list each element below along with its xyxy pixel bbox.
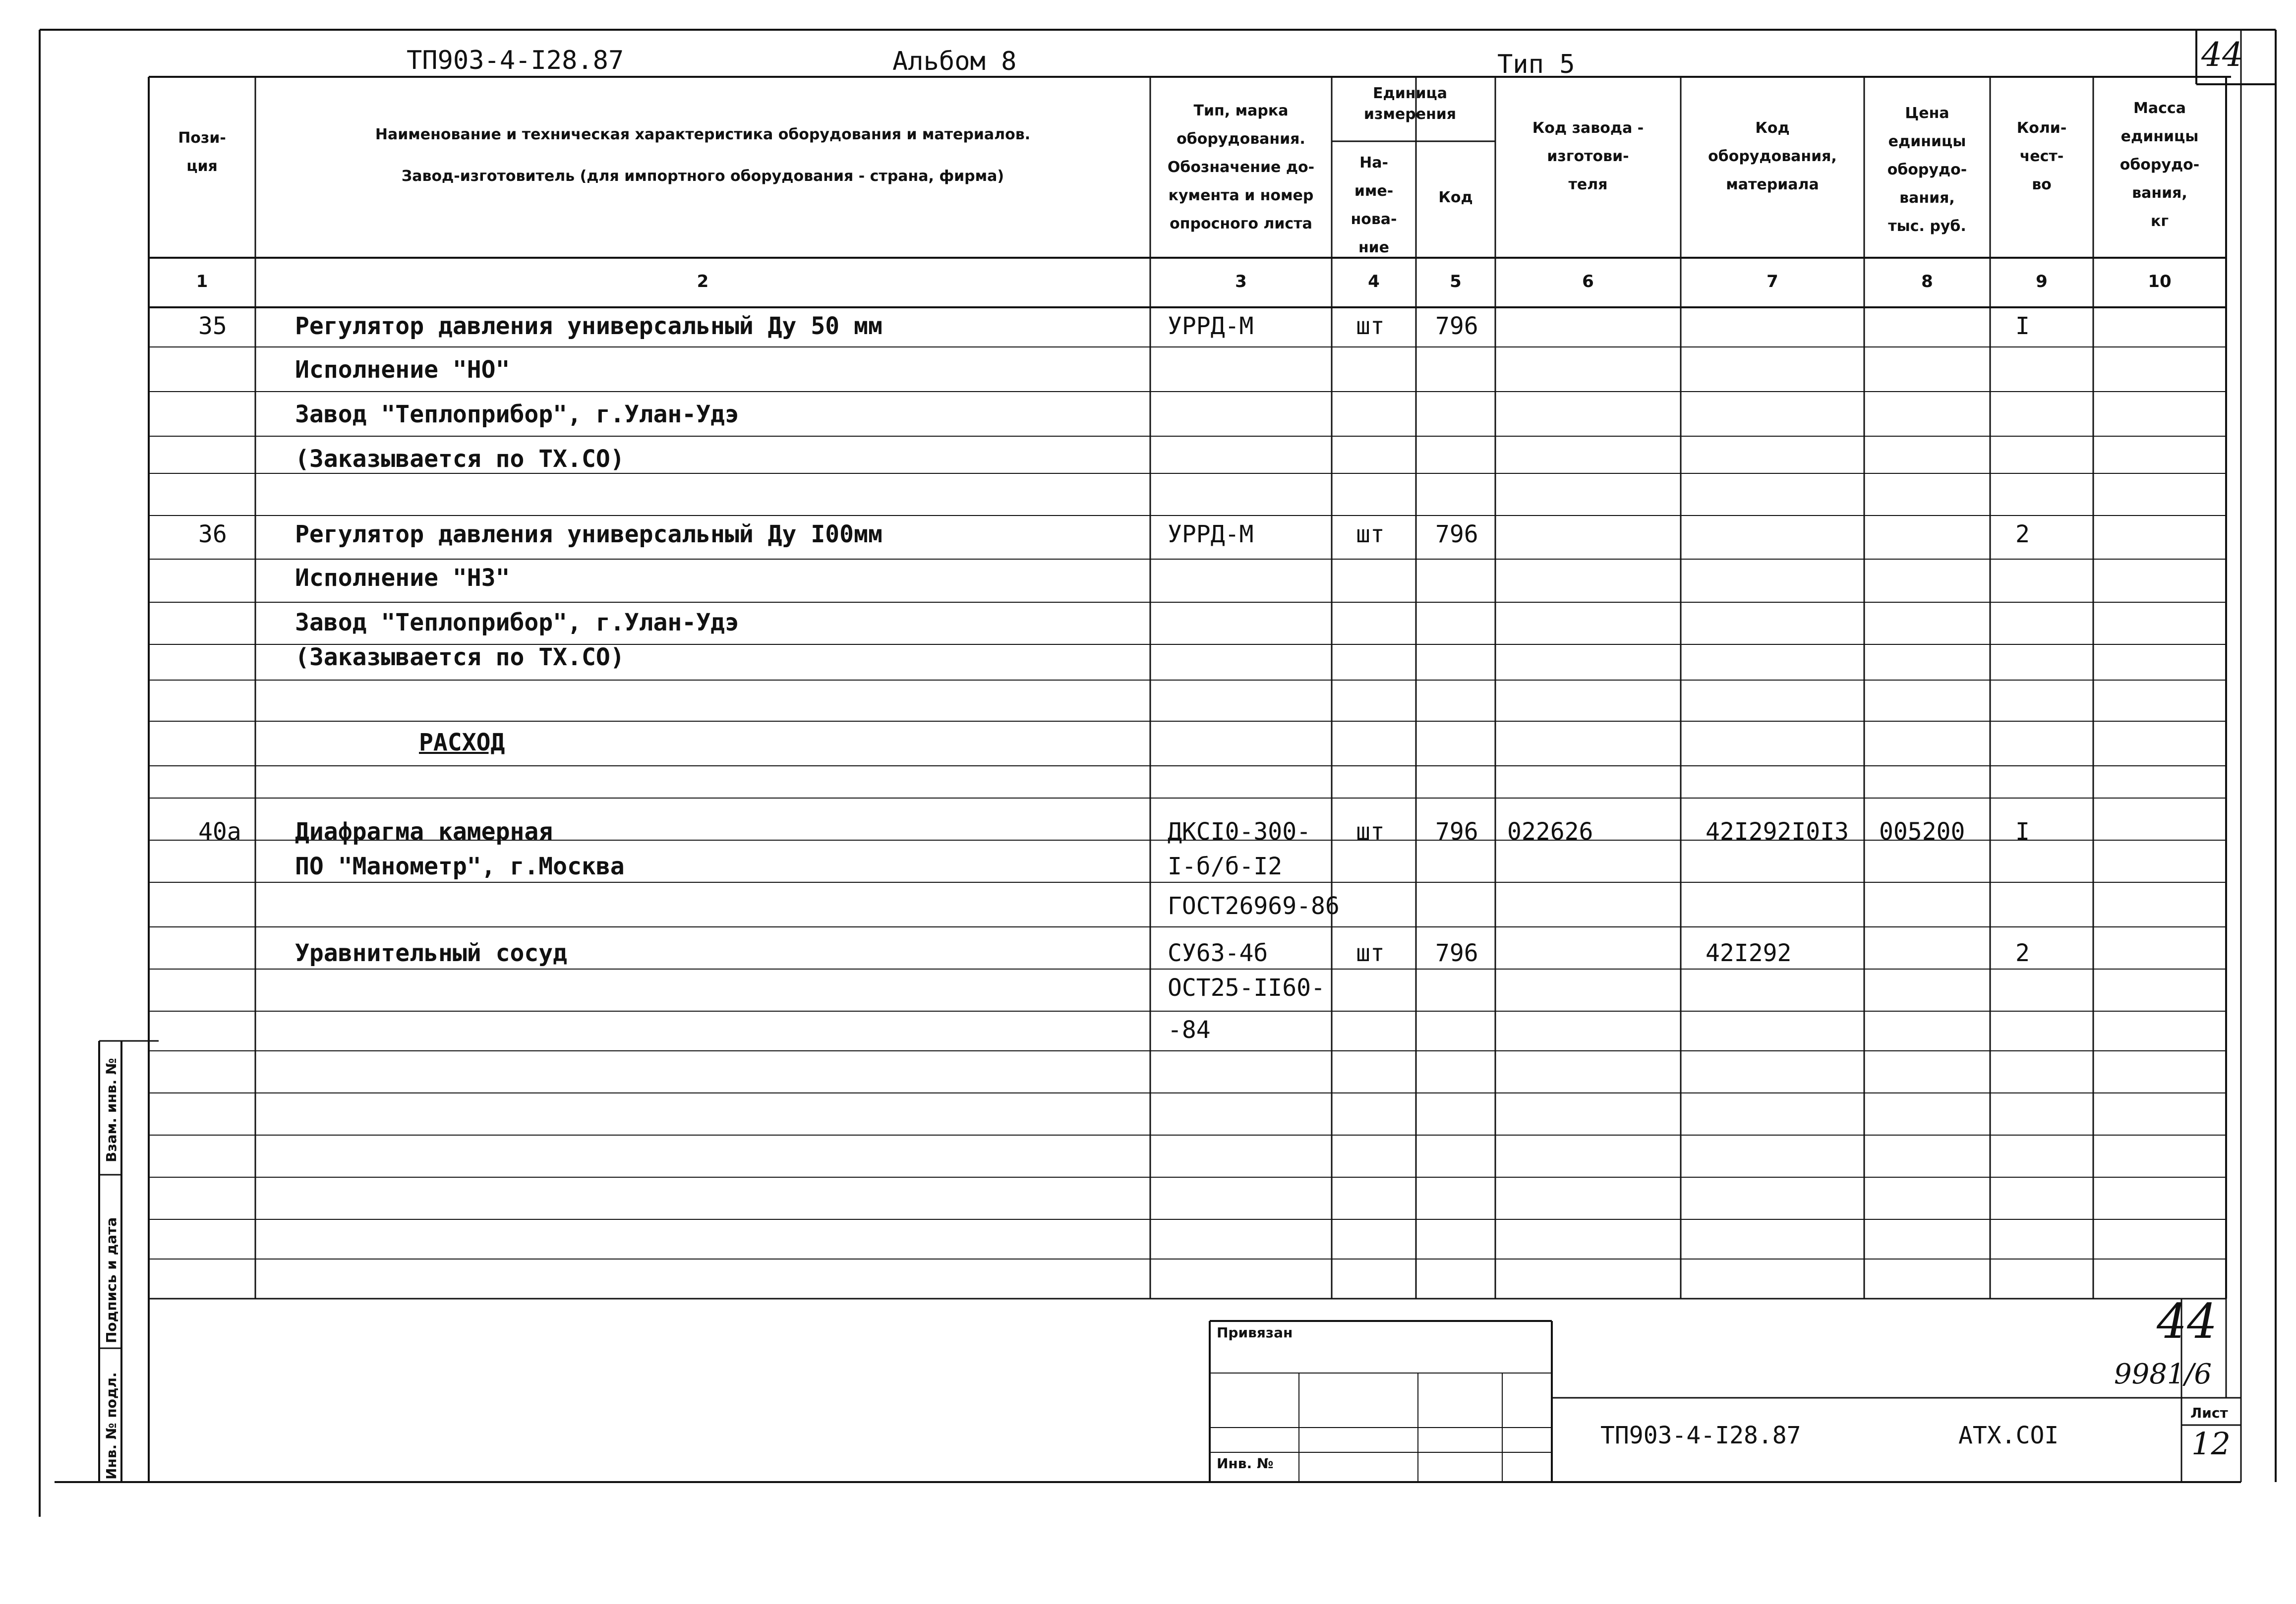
- column-caption-6: Код завода - изготови- теля: [1532, 119, 1644, 193]
- cell-code: 796: [1435, 818, 1478, 846]
- column-caption-10: Масса единицы оборудо- вания, кг: [2119, 100, 2200, 230]
- column-number-7: 7: [1766, 272, 1778, 291]
- cell-type: УРРД-М: [1168, 312, 1254, 340]
- cell-pos: 36: [198, 520, 227, 548]
- cell-name: (Заказывается по ТХ.СО): [295, 643, 625, 671]
- cell-unit: шт: [1356, 939, 1385, 967]
- cell-qty: I: [2015, 312, 2030, 340]
- column-caption-9: Коли- чест- во: [2016, 119, 2067, 193]
- cell-type: УРРД-М: [1168, 520, 1254, 548]
- column-number-10: 10: [2148, 272, 2172, 291]
- handwritten-reference: 9981/6: [2114, 1358, 2212, 1390]
- side-label-signature-date: Подпись и дата: [103, 1217, 119, 1343]
- cell-pos: 40а: [198, 818, 241, 846]
- cell-type: ДКСI0-300-: [1168, 818, 1311, 846]
- header-type: Тип 5: [1497, 50, 1575, 79]
- cell-name: Уравнительный сосуд: [295, 939, 568, 967]
- stamp-sheet-label: Лист: [2190, 1405, 2228, 1421]
- side-label-replace-inv: Взам. инв. №: [103, 1058, 119, 1162]
- stamp-linked: Привязан: [1217, 1324, 1293, 1341]
- handwritten-page: 44: [2157, 1294, 2218, 1349]
- column-caption-8: Цена единицы оборудо- вания, тыс. руб.: [1887, 105, 1967, 235]
- cell-equip: 42I292I0I3: [1706, 818, 1849, 846]
- cell-qty: 2: [2015, 520, 2030, 548]
- column-number-3: 3: [1235, 272, 1247, 291]
- unit-group-caption: Единица измерения: [1363, 85, 1457, 123]
- stamp-sheet-number: 12: [2191, 1426, 2231, 1462]
- cell-qty: I: [2015, 818, 2030, 846]
- cell-type: ГОСТ26969-86: [1168, 892, 1340, 920]
- cell-pos: 35: [198, 312, 227, 340]
- stamp-doc-code: ТП903-4-I28.87: [1600, 1422, 1801, 1449]
- column-caption-1: Пози- ция: [178, 129, 226, 175]
- cell-name: Завод "Теплоприбор", г.Улан-Удэ: [295, 401, 739, 428]
- cell-unit: шт: [1356, 312, 1385, 340]
- cell-code: 796: [1435, 520, 1478, 548]
- cell-name: Регулятор давления универсальный Ду 50 мм: [295, 312, 883, 340]
- stamp-sheet-code: АТХ.СОI: [1958, 1422, 2059, 1449]
- column-caption-5: Код: [1438, 189, 1473, 206]
- column-number-4: 4: [1368, 272, 1380, 291]
- cell-price: 005200: [1879, 818, 1965, 846]
- cell-code: 796: [1435, 939, 1478, 967]
- column-number-1: 1: [196, 272, 208, 291]
- column-number-8: 8: [1921, 272, 1933, 291]
- cell-name: Исполнение "НЗ": [295, 564, 510, 592]
- header-doc-code: ТП903-4-I28.87: [407, 46, 624, 75]
- corner-page-number: 44: [2201, 36, 2243, 74]
- cell-equip: 42I292: [1706, 939, 1792, 967]
- cell-factory: 022626: [1507, 818, 1593, 846]
- column-number-6: 6: [1582, 272, 1594, 291]
- column-number-5: 5: [1450, 272, 1462, 291]
- cell-unit: шт: [1356, 818, 1385, 846]
- cell-name: Завод "Теплоприбор", г.Улан-Удэ: [295, 609, 739, 636]
- cell-name: Исполнение "НО": [295, 356, 510, 384]
- column-caption-2: Наименование и техническая характеристика оборудования и материалов. Завод-изготовитель (для импортного оборудования - страна, фирма): [375, 126, 1031, 185]
- cell-name: Диафрагма камерная: [295, 818, 553, 846]
- header-album: Альбом 8: [892, 47, 1017, 76]
- cell-name: Регулятор давления универсальный Ду I00мм: [295, 520, 883, 548]
- side-label-inv-orig: Инв. № подл.: [103, 1372, 119, 1480]
- cell-type: I-б/б-I2: [1168, 853, 1283, 880]
- column-caption-4: На- име- нова- ние: [1351, 154, 1397, 256]
- cell-name: ПО "Манометр", г.Москва: [295, 853, 625, 880]
- stamp-inv-no: Инв. №: [1217, 1455, 1274, 1472]
- cell-type: ОСТ25-II60-: [1168, 974, 1325, 1002]
- cell-unit: шт: [1356, 520, 1385, 548]
- cell-code: 796: [1435, 312, 1478, 340]
- column-caption-3: Тип, марка оборудования. Обозначение до- кумента и номер опросного листа: [1167, 102, 1315, 232]
- column-number-9: 9: [2036, 272, 2048, 291]
- cell-type: -84: [1168, 1016, 1211, 1044]
- column-number-2: 2: [697, 272, 709, 291]
- column-caption-7: Код оборудования, материала: [1708, 119, 1837, 193]
- cell-name: (Заказывается по ТХ.СО): [295, 445, 625, 473]
- cell-qty: 2: [2015, 939, 2030, 967]
- cell-type: СУ63-4б: [1168, 939, 1268, 967]
- cell-name: РАСХОД: [419, 729, 505, 756]
